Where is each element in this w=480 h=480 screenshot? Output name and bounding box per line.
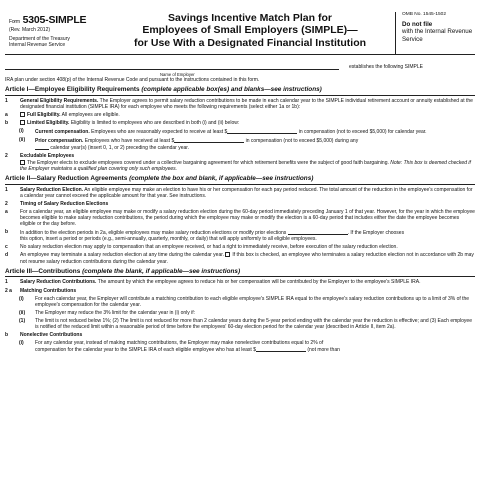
item-number: 1 xyxy=(5,186,8,193)
exclude-employees-checkbox[interactable] xyxy=(20,160,25,165)
establish-section xyxy=(5,55,475,83)
item-letter: c xyxy=(5,244,8,251)
irs-label: Internal Revenue Service xyxy=(9,41,66,48)
a3-bi-cont: compensation for the calendar year to the SIMPLE IRA of each eligible employee who has at least xyxy=(35,347,252,354)
item-letter: b xyxy=(5,229,9,236)
dollar-sign: $ xyxy=(224,129,228,136)
a2-item-2 xyxy=(5,201,475,207)
a1-item-1b-i xyxy=(5,128,475,135)
item-number: 2 xyxy=(5,153,8,160)
a2-b-tail: . If the Employer chooses xyxy=(347,230,405,237)
do-not-file-detail: with the Internal Revenue Service xyxy=(402,28,473,43)
item-letter: b xyxy=(5,332,9,339)
a1-excl-note: Note: This box is deemed checked if the Employer maintains a qualified plan covering only such employees. xyxy=(20,159,471,172)
a3-bi-text: For any calendar year, instead of making matching contributions, the Employer may make nonelective contributions equal to 2% of xyxy=(35,340,324,347)
establish-text: establishes the following SIMPLE xyxy=(349,64,423,70)
limited-eligibility-checkbox[interactable] xyxy=(20,120,25,125)
form-title xyxy=(103,12,397,49)
item-letter: a xyxy=(5,112,8,118)
a1-item-2 xyxy=(5,153,475,171)
a1-i-text: Employees who are reasonably expected to receive at least xyxy=(91,129,224,136)
a3-item-2a-ii xyxy=(5,310,475,316)
a1-ii-after2: calendar year(s) (insert 0, 1, or 2) preceding the calendar year. xyxy=(50,145,190,152)
dept-treasury: Department of the Treasury xyxy=(9,35,70,42)
a1-i-after: in compensation (not to exceed $5,000) for calendar year. xyxy=(298,129,427,136)
a1-excl-text: The Employer elects to exclude employees covered under a collective bargaining agreement for which retirement benefits were the subject of good faith bargaining. xyxy=(27,159,389,166)
a1-item-1b-ii xyxy=(5,137,475,151)
a3-bi-after: (not more than xyxy=(307,347,340,354)
omb-number: OMB No. 1545-1502 xyxy=(402,12,446,17)
a3-i-text: For each calendar year, the Employer will contribute a matching contribution to each eligible employee's SIMPLE IRA equal to the employee's salary reduction contributions up to a limit of 3% of the employee's compensation for the calendar year. xyxy=(35,295,470,308)
dollar-sign: $ xyxy=(253,347,256,354)
form-header xyxy=(5,0,475,55)
a1-ii-heading: Prior compensation. xyxy=(35,138,84,145)
form-revision: (Rev. March 2012) xyxy=(9,26,51,33)
a2-item-2d xyxy=(5,252,475,264)
a1-ii-text: Employees who have received at least xyxy=(84,138,171,145)
prior-years-field[interactable] xyxy=(35,144,49,150)
a3-ii-text: The Employer may reduce the 3% limit for the calendar year in (i) only if: xyxy=(35,309,196,316)
a1-p1-text: The Employer agrees to permit salary reduction contributions to be made in each calendar year to the SIMPLE individual retirement account or annuity established at the designated financial institution (SIMPLE IRA) for each employee who meets the following requirements (select either 1a or 1b): xyxy=(20,97,473,110)
a3-p1-text: The amount by which the employee agrees to reduce his or her compensation will be contributed by the Employer to the employee's SIMPLE IRA. xyxy=(97,279,421,286)
item-sub-number: (1) xyxy=(19,317,26,324)
article-1-title: Article I—Employee Eligibility Requirements xyxy=(5,86,140,93)
form-page xyxy=(5,0,475,353)
form-prefix: Form xyxy=(9,19,20,25)
a3-item-2a-i xyxy=(5,296,475,308)
a3-one-text: The limit is not reduced below 1%; (2) The limit is not reduced for more than 2 calendar years during the 5-year period ending with the calendar year the reduction is effective; and (3) Each employee is notified of the reduced limit within a reasonable period of time before the employees' 60-day election period for the calendar year (described in Article II, item 2a). xyxy=(35,317,472,330)
a2-item-1 xyxy=(5,187,475,199)
article-3-heading xyxy=(5,267,475,278)
article-2-heading xyxy=(5,174,475,185)
a2-c-text: No salary reduction election may apply to compensation that an employee received, or had a right to immediately receive, before execution of the salary reduction election. xyxy=(20,244,398,251)
a1-p1-heading: General Eligibility Requirements. xyxy=(20,97,99,104)
title-line-2: Employees of Small Employers (SIMPLE)— xyxy=(142,24,358,37)
current-comp-field[interactable] xyxy=(224,128,297,136)
item-number: 1 xyxy=(5,97,8,104)
do-not-file: Do not file xyxy=(402,20,433,28)
a1-b-heading: Limited Eligibility. xyxy=(27,120,70,127)
item-letter: b xyxy=(5,120,9,127)
a2-item-2c xyxy=(5,244,475,250)
a3-b-heading: Nonelective Contributions xyxy=(20,332,83,339)
election-period-field[interactable] xyxy=(288,229,348,235)
item-roman: (i) xyxy=(19,295,24,302)
item-roman: (i) xyxy=(19,128,24,135)
a3-p1-heading: Salary Reduction Contributions. xyxy=(20,279,97,286)
item-letter: a xyxy=(5,208,8,215)
item-number: 1 xyxy=(5,279,8,286)
nonelective-comp-field[interactable] xyxy=(256,346,306,352)
a3-item-1 xyxy=(5,279,475,285)
form-number: 5305-SIMPLE xyxy=(22,14,87,26)
a2-p1-heading: Salary Reduction Election. xyxy=(20,186,84,193)
a3-p2-heading: Matching Contributions xyxy=(20,287,77,294)
article-3-title: Article III—Contributions xyxy=(5,267,81,275)
item-roman: (ii) xyxy=(19,309,26,316)
a3-item-2b xyxy=(5,332,475,338)
a2-item-2b xyxy=(5,229,475,242)
full-eligibility-checkbox[interactable] xyxy=(20,112,25,117)
item-number: 2 xyxy=(5,200,8,207)
a1-excl-heading: Excludable Employees xyxy=(20,153,75,160)
a2-d-cont: terminates a salary reduction election not in accordance with 2b may not resume salary reduction contributions during the calendar year. xyxy=(20,252,474,265)
a1-i-heading: Current compensation. xyxy=(35,129,90,136)
a3-item-2a xyxy=(5,288,475,294)
item-number: 2 a xyxy=(5,287,12,294)
a1-item-1 xyxy=(5,98,475,110)
title-line-1: Savings Incentive Match Plan for xyxy=(168,12,332,24)
a2-p2-heading: Timing of Salary Reduction Elections xyxy=(20,200,109,207)
a3-item-2a-ii-1 xyxy=(5,318,475,330)
prior-comp-field[interactable] xyxy=(174,137,244,143)
a1-a-text: All employees are eligible. xyxy=(61,112,120,118)
a3-item-2b-i xyxy=(5,340,475,353)
a2-p1-text: An eligible employee may make an election to have his or her compensation for each pay period reduced. The total amount of the reduction in the employee's compensation for a calendar year cannot exceed the applicable amount for that year. See instructions. xyxy=(20,186,473,199)
form-id-block xyxy=(9,14,87,48)
a1-ii-after: in compensation (not to exceed $5,000) during any xyxy=(245,138,359,145)
title-line-3: for Use With a Designated Financial Institution xyxy=(133,36,367,49)
a2-b-cont: this option, insert a period or periods (e.g., semi-annually, quarterly, monthly, or daily) that will apply uniformly to all eligible employees. xyxy=(20,236,317,243)
item-roman: (i) xyxy=(19,340,24,347)
dollar-sign: $ xyxy=(171,138,175,145)
a2-d-box-text: If this box is checked, an employee who xyxy=(232,252,321,259)
a1-item-1a xyxy=(5,112,475,118)
article-3-note: (complete the blank, if applicable—see instructions) xyxy=(82,267,241,275)
item-roman: (ii) xyxy=(19,137,26,144)
a2-d-text: An employee may terminate a salary reduction election at any time during the calendar year. xyxy=(20,252,224,259)
establish-continuation: IRA plan under section 408(p) of the Internal Revenue Code and pursuant to the instructions contained in this form. xyxy=(5,77,260,83)
a1-item-1b xyxy=(5,120,475,126)
article-2-note: (complete the box and blank, if applicable—see instructions) xyxy=(129,174,314,182)
a2-b-text: In addition to the election periods in 2a, eligible employees may make salary reduction elections or modify prior elections xyxy=(20,230,287,237)
a2-item-2a xyxy=(5,209,475,227)
article-2-title: Article II—Salary Reduction Agreements xyxy=(5,174,128,182)
employer-name-field[interactable] xyxy=(5,69,339,70)
article-1-heading xyxy=(5,85,475,96)
a2-a-text: For a calendar year, an eligible employee may make or modify a salary reduction election during the 60-day period immediately preceding January 1 of that year. However, for the year in which the employee becomes eligible to make salary reduction contributions, the period during which the employee may make or modify the election is a 60-day period that includes either the date the employee becomes eligible or the day before. xyxy=(20,208,475,228)
employer-name-label: Name of Employer xyxy=(160,72,195,77)
no-resume-checkbox[interactable] xyxy=(225,252,230,257)
item-letter: d xyxy=(5,252,9,259)
article-1-note: (complete applicable box(es) and blanks—see instructions) xyxy=(141,86,322,93)
omb-block xyxy=(395,12,475,54)
a1-b-text: Eligibility is limited to employees who are described in both (i) and (ii) below: xyxy=(70,120,240,127)
a1-a-heading: Full Eligibility. xyxy=(27,112,61,118)
